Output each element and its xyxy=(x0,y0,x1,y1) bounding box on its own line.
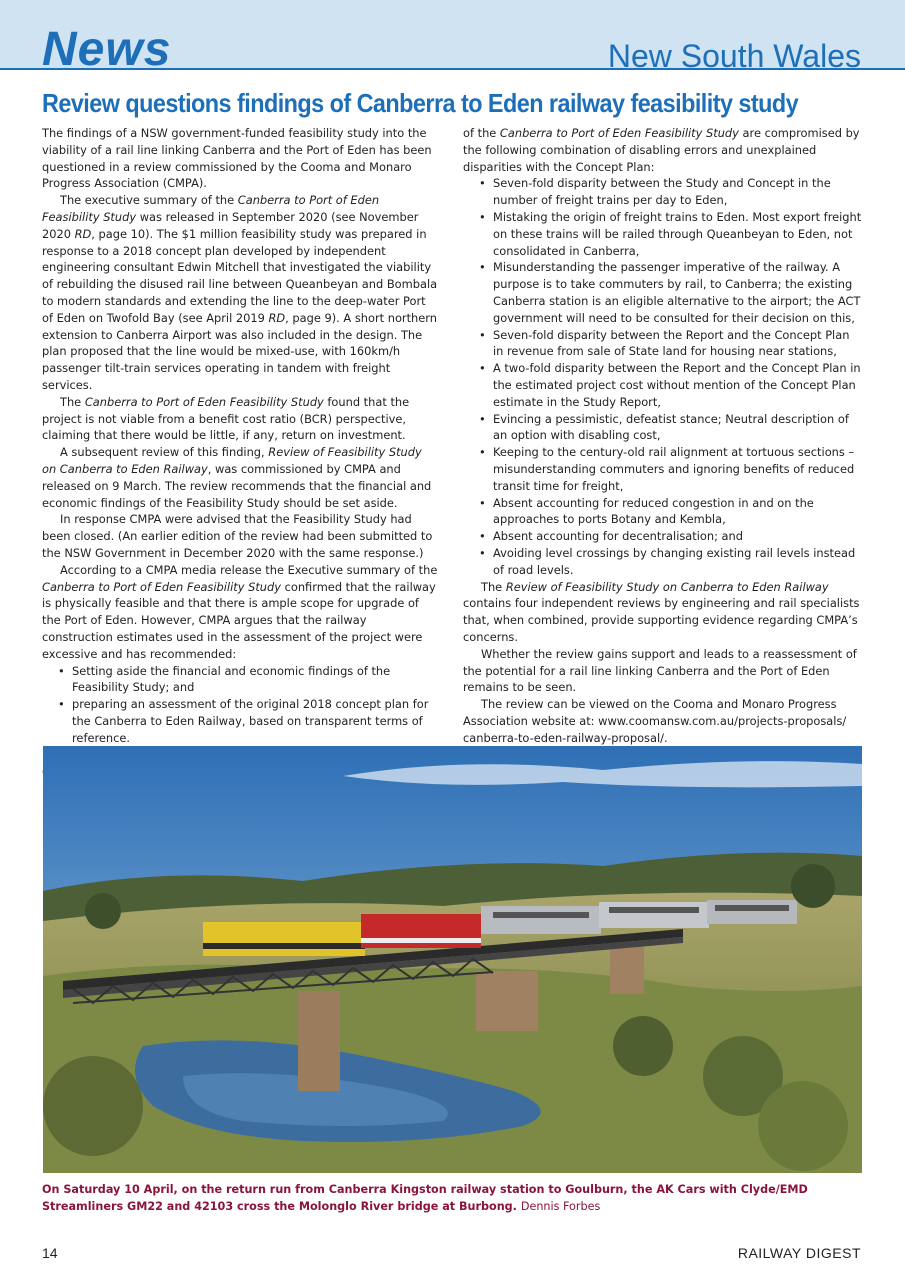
photo-caption: On Saturday 10 April, on the return run from Canberra Kingston railway station to Goulburn, the AK Cars with Clyde/EMD Streamliners GM22 and 42103 cross the Molonglo River bridge at Burbong. Dennis Forbes xyxy=(42,1183,808,1213)
list-item: • Avoiding level crossings by changing existing rail levels instead of road levels. xyxy=(479,545,856,577)
section-name: News xyxy=(42,23,172,76)
paragraph: The Canberra to Port of Eden Feasibility Study found that the project is not viable from a benefit cost ratio (BCR) perspective, claiming that there would be little, if any, return on investment. xyxy=(42,394,410,443)
list-item: • Setting aside the financial and economic findings of the Feasibility Study; and xyxy=(58,663,391,695)
list-item: • A two-fold disparity between the Report and the Concept Plan in the estimated project cost without mention of the Concept Plan estimate in the Study Report, xyxy=(479,361,861,409)
page-number: 14 xyxy=(42,1245,58,1261)
paragraph: The Review of Feasibility Study on Canberra to Eden Railway contains four independent reviews by engineering and rail specialists that, when combined, provide supporting evidence regarding CMPA’s concerns. xyxy=(463,579,860,644)
region-name: New South Wales xyxy=(607,38,861,74)
train-bridge-photo xyxy=(43,746,862,1173)
paragraph: A subsequent review of this finding, Review of Feasibility Study on Canberra to Eden Railway, was commissioned by CMPA and released on 9 March. The review recommends that the financial and economic findings of the Feasibility Study should be set aside. xyxy=(42,445,432,510)
paragraph: of the Canberra to Port of Eden Feasibility Study are compromised by the following combination of disabling errors and unexplained disparities with the Concept Plan: xyxy=(463,126,860,174)
list-item: • Absent accounting for reduced congestion in and on the approaches to ports Botany and Kembla, xyxy=(479,495,814,527)
paragraph: The findings of a NSW government-funded feasibility study into the viability of a rail line linking Canberra and the Port of Eden has been questioned in a review commissioned by the Cooma and Monaro Progress Association (CMPA). xyxy=(42,126,432,191)
paragraph: Whether the review gains support and leads to a reassessment of the potential for a rail line linking Canberra and the Port of Eden remains to be seen. xyxy=(463,646,857,695)
bullet-list xyxy=(463,175,863,578)
list-item: • Mistaking the origin of freight trains to Eden. Most export freight on these trains will be railed through Queanbeyan to Eden, not consolidated in Canberra, xyxy=(479,209,862,258)
list-item: • Keeping to the century-old rail alignment at tortuous sections – misunderstanding commuters and ignoring benefits of reduced transit time for freight, xyxy=(479,445,855,493)
paragraph: In response CMPA were advised that the Feasibility Study had been closed. (An earlier edition of the review had been submitted to the NSW Government in December 2020 with the same response.) xyxy=(42,512,433,560)
list-item: • Misunderstanding the passenger imperative of the railway. A purpose is to take commuters by rail, to Canberra; the existing Canberra station is an eligible alternative to the airport; the ACT government will need to be consulted for their decision on this, xyxy=(479,260,861,325)
photo-credit: Dennis Forbes xyxy=(520,1200,601,1213)
list-item: • Seven-fold disparity between the Report and the Concept Plan in revenue from sale of State land for housing near stations, xyxy=(479,327,850,359)
list-item: • Seven-fold disparity between the Study and Concept in the number of freight trains per day to Eden, xyxy=(479,176,831,208)
paragraph: The executive summary of the Canberra to Port of Eden Feasibility Study was released in September 2020 (see November 2020 RD, page 10). The $1 million feasibility study was prepared in response to a 2018 concept plan developed by independent engineering consultant Edwin Mitchell that investigated the viability of rebuilding the disused rail line between Queanbeyan and Bombala to modern standards and extending the line to the deep-water Port of Eden on Twofold Bay (see April 2019 RD, page 9). A short northern extension to Canberra Airport was also included in the design. The plan proposed that the line would be mixed-use, with 160km/h passenger tilt-train services operating in tandem with freight services. xyxy=(42,193,438,392)
magazine-name: RAILWAY DIGEST xyxy=(737,1245,861,1261)
list-item: • Absent accounting for decentralisation; and xyxy=(479,529,743,544)
list-item: • Evincing a pessimistic, defeatist stance; Neutral description of an option with disabling cost, xyxy=(479,411,849,443)
list-item: • preparing an assessment of the original 2018 concept plan for the Canberra to Eden Railway, based on transparent terms of reference. xyxy=(58,697,429,745)
left-column xyxy=(42,125,438,780)
paragraph: The review can be viewed on the Cooma and Monaro Progress Association website at: www.coomansw.com.au/projects-proposals/ canberra-to-eden-railway-proposal/. xyxy=(463,697,847,745)
bullet-list xyxy=(42,663,438,747)
article-headline: Review questions findings of Canberra to Eden railway feasibility study xyxy=(42,88,799,118)
right-column xyxy=(463,125,863,746)
paragraph: According to a CMPA media release the Executive summary of the Canberra to Port of Eden Feasibility Study confirmed that the railway is physically feasible and that there is ample scope for upgrade of the Port of Eden. However, CMPA argues that the railway construction estimates used in the assessment of the project were excessive and has recommended: xyxy=(42,562,438,661)
